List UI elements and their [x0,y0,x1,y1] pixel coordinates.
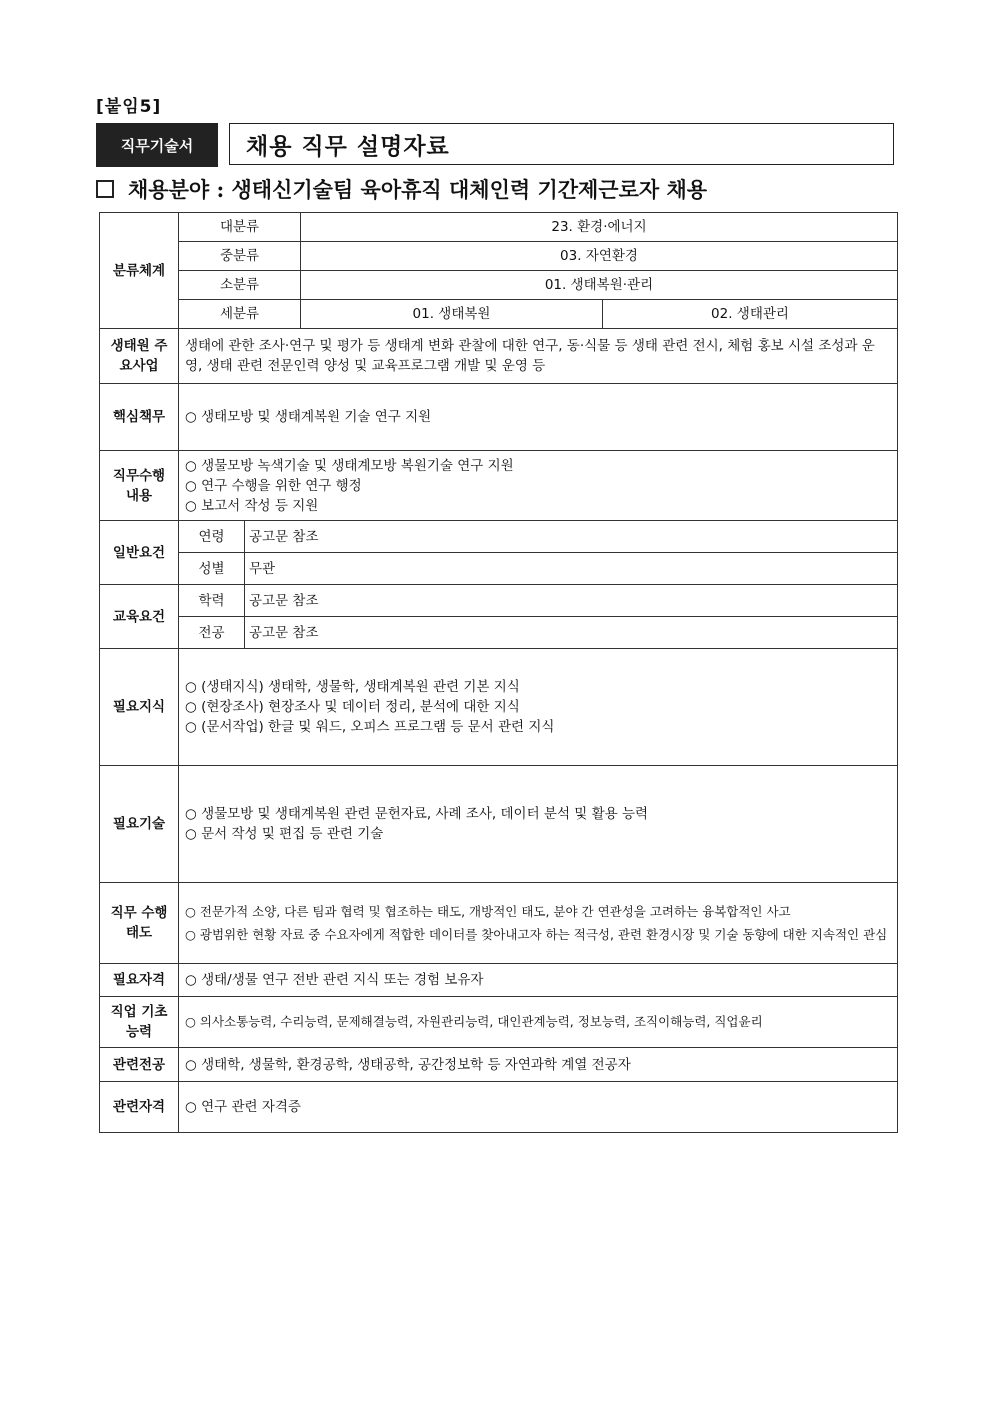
list-item: ○ 광범위한 현황 자료 중 수요자에게 적합한 데이터를 찾아내고자 하는 적극성, 관련 환경시장 및 기술 동향에 대한 지속적인 관심 [185,927,888,942]
core-duty-content [179,384,898,451]
classification-row-minor [100,271,898,300]
knowledge-list [179,649,898,766]
qualification-header: 필요자격 [100,964,179,997]
list-item: ○ (생태지식) 생태학, 생물학, 생태계복원 관련 기본 지식 [185,679,520,695]
basic-ability-header: 직업 기초능력 [100,997,179,1048]
duty-content-row [100,451,898,521]
list-item: ○ 생태모방 및 생태계복원 기술 연구 지원 [185,409,432,425]
list-item: ○ 생태학, 생물학, 환경공학, 생태공학, 공간정보학 등 자연과학 계열 전공자 [185,1056,631,1073]
document-type-tag: 직무기술서 [96,123,218,167]
edu-req-row-degree [100,585,898,617]
core-duty-row [100,384,898,451]
general-req-row-age [100,521,898,553]
classification-row-middle [100,242,898,271]
basic-ability-content [179,997,898,1048]
skills-header: 필요기술 [100,766,179,883]
duty-content-header: 직무수행 내용 [100,451,179,521]
qualification-row [100,964,898,997]
knowledge-row [100,649,898,766]
classification-row-detail [100,300,898,329]
page-title: 채용 직무 설명자료 [229,123,894,165]
list-item: ○ 생태/생물 연구 전반 관련 지식 또는 경험 보유자 [185,972,484,988]
age-value: 공고문 참조 [245,521,898,553]
core-duty-header: 핵심책무 [100,384,179,451]
main-business-text: 생태에 관한 조사·연구 및 평가 등 생태계 변화 관찰에 대한 연구, 동·식물 등 생태 관련 전시, 체험 홍보 시설 조성과 운영, 생태 관련 전문인력 양성 및 교육프로그램 개발 및 운영 등 [179,329,898,384]
age-label: 연령 [179,521,245,553]
edu-major-label: 전공 [179,617,245,649]
classification-row-major [100,213,898,242]
minor-value: 01. 생태복원·관리 [301,271,898,300]
job-description-table [99,212,898,1133]
major-value: 23. 환경·에너지 [301,213,898,242]
general-req-header: 일반요건 [100,521,179,585]
gender-value: 무관 [245,553,898,585]
minor-label: 소분류 [179,271,301,300]
degree-value: 공고문 참조 [245,585,898,617]
main-business-row [100,329,898,384]
qualification-content [179,964,898,997]
list-item: ○ 연구 수행을 위한 연구 행정 [185,477,362,494]
recruitment-subject-text: 채용분야 : 생태신기술팀 육아휴직 대체인력 기간제근로자 채용 [128,177,708,202]
list-item: ○ 생물모방 및 생태계복원 관련 문헌자료, 사례 조사, 데이터 분석 및 활용 능력 [185,806,649,822]
recruitment-subject [96,174,707,204]
middle-value: 03. 자연환경 [301,242,898,271]
related-major-content [179,1048,898,1082]
list-item: ○ 전문가적 소양, 다른 팀과 협력 및 협조하는 태도, 개방적인 태도, 분야 간 연관성을 고려하는 융복합적인 사고 [185,904,791,919]
list-item: ○ 의사소통능력, 수리능력, 문제해결능력, 자원관리능력, 대인관계능력, 정보능력, 조직이해능력, 직업윤리 [185,1014,763,1029]
related-cert-header: 관련자격 [100,1082,179,1133]
general-req-row-gender [100,553,898,585]
skills-list [179,766,898,883]
edu-major-value: 공고문 참조 [245,617,898,649]
related-cert-row [100,1082,898,1133]
detail-value-1: 01. 생태복원 [301,300,603,329]
edu-req-header: 교육요건 [100,585,179,649]
list-item: ○ 문서 작성 및 편집 등 관련 기술 [185,826,384,842]
attitude-header: 직무 수행태도 [100,883,179,964]
main-business-header: 생태원 주요사업 [100,329,179,384]
knowledge-header: 필요지식 [100,649,179,766]
list-item: ○ (현장조사) 현장조사 및 데이터 정리, 분석에 대한 지식 [185,699,520,715]
list-item: ○ (문서작업) 한글 및 워드, 오피스 프로그램 등 문서 관련 지식 [185,719,555,735]
related-major-row [100,1048,898,1082]
list-item: ○ 생물모방 녹색기술 및 생태계모방 복원기술 연구 지원 [185,457,514,474]
checkbox-icon [96,180,114,198]
detail-label: 세분류 [179,300,301,329]
attitude-row [100,883,898,964]
middle-label: 중분류 [179,242,301,271]
classification-header: 분류체계 [100,213,179,329]
related-cert-content [179,1082,898,1133]
related-major-header: 관련전공 [100,1048,179,1082]
list-item: ○ 연구 관련 자격증 [185,1099,301,1115]
gender-label: 성별 [179,553,245,585]
duty-content-list [179,451,898,521]
attitude-list [179,883,898,964]
detail-value-2: 02. 생태관리 [603,300,898,329]
basic-ability-row [100,997,898,1048]
edu-req-row-major [100,617,898,649]
skills-row [100,766,898,883]
list-item: ○ 보고서 작성 등 지원 [185,497,319,514]
major-label: 대분류 [179,213,301,242]
attachment-label: [붙임5] [96,97,162,117]
degree-label: 학력 [179,585,245,617]
